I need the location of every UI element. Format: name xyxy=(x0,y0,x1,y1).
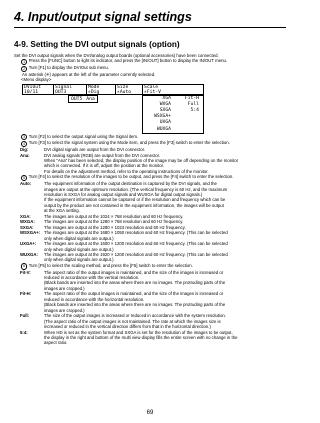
def-full: Full: The size of the output images is increased or reduced in accordance with the system resolution. (The aspect ratio of the output images is not maintained. The rate at which the images size is increased or reduced in the vertical direction differs from that in the horizontal direction.) xyxy=(20,313,226,330)
menu-list-item: WUXGA xyxy=(156,126,171,132)
menu-option-row: OUT5 Ana xyxy=(68,95,98,103)
def-dig: Dig: DVI digital signals are output from the DVI connector. xyxy=(20,147,146,153)
step-2-marker: 2 xyxy=(21,66,27,72)
header-rule xyxy=(14,27,286,29)
step-4: 4 Turn [F3] to select the signal system using the Mode item, and press the [F3] switch to enter the selection. xyxy=(14,140,286,147)
step-3: 3 Turn [F2] to select the output signal using the Signal item. xyxy=(14,134,286,141)
page-body xyxy=(14,53,286,346)
menu-list-item: SXGA 5:4 xyxy=(159,108,199,114)
def-ana: Ana: DVI analog signals (RGB) are output from the DVI connector. When "Ana" has been selected, the display position of the image may be off depending on the monitor which is connected. If it is off, adjust the position at the monitor. For details on the adjustment method, refer to the operating instructions of the monitor. xyxy=(20,152,239,174)
page-number: 69 xyxy=(146,410,154,416)
def-wuxga: WUXGA: The images are output at the 1920 × 1200 resolution and 60 Hz frequency. (This can be selected only when digital signals are output.) xyxy=(20,251,228,263)
step-2: 2 Turn [F1] to display the DVIOut sub menu. xyxy=(14,65,286,72)
step-4-marker: 4 xyxy=(21,141,27,147)
menu-display xyxy=(22,84,204,132)
def-uxga: UXGA+: The images are output at the 1600 × 1200 resolution and 60 Hz frequency. (This can be selected only when digital signals are output.) xyxy=(20,241,228,252)
def-auto: Auto: The equipment information of the output destination is captured by the DVI signals, and the images are output at the optimum resolution. (The vertical frequency is 60 Hz, and the maximum resolution is SXGA for analog output signals and WUXGA for digital output signals.) If the equipment information cannot be captured or if the resolution and frequency which can be output by the product are not contained in the equipment information, the images will be output at the XGA setting. xyxy=(20,181,228,214)
step-1-marker: 1 xyxy=(21,59,27,65)
step-6-marker: 6 xyxy=(21,263,27,269)
def-fitv: Fit-V: The aspect ratio of the output images is maintained, and the size of the images is increased or reduced in accordance with the vertical resolution. (Black bands are inserted into the areas where there are no images. The protruding parts of the images are cropped.) xyxy=(20,269,226,291)
def-sxga: SXGA: The images are output at the 1280 × 1024 resolution and 60 Hz frequency. xyxy=(20,224,186,230)
menu-list-item: WSXGA+ xyxy=(154,114,171,120)
step-5-marker: 5 xyxy=(21,175,27,181)
menu-col-signal: Signal OUT3 xyxy=(54,85,87,94)
menu-option-list xyxy=(142,95,204,134)
menu-list-item: UXGA xyxy=(159,120,171,126)
def-5-4: 5:4: When HD is set as the system format and SXGA is set for the resolution of the images to be output, the display in the right and bottom of the multi view display fills the entire screen with no change in the aspect ratio. xyxy=(20,329,238,346)
step-6: 6 Turn [F5] to select the scaling method, and press the [F5] switch to enter the selection. xyxy=(14,263,286,270)
menu-list-item: XGA Fit-H xyxy=(162,95,199,101)
menu-col-scale: Scale ✳Fit-V xyxy=(144,84,161,95)
menu-col-dviout: DVIOut 10/11 xyxy=(23,85,54,94)
menu-list-item: WXGA Full xyxy=(159,101,199,107)
section-title: 4-9. Setting the DVI output signals (option) xyxy=(14,40,180,49)
intro-text: Set the DVI output signals when the DVI/analog output boards (optional accessories) have been connected. xyxy=(14,53,219,58)
def-fith: Fit-H: The aspect ratio of the output images is maintained, and the size of the images is increased or reduced in accordance with the horizontal resolution. (Black bands are inserted into the areas where there are no images. The protruding parts of the images are cropped.) xyxy=(20,291,226,313)
step-2-note: An asterisk (✳) appears at the left of the parameter currently selected. xyxy=(22,71,156,77)
chapter-title: 4. Input/output signal settings xyxy=(14,10,192,24)
menu-col-size: Size ✳Auto xyxy=(116,85,143,94)
def-wsxga: WSXGA+: The images are output at the 1680 × 1050 resolution and 60 Hz frequency. (This can be selected only when digital signals are output.) xyxy=(20,230,228,241)
def-wxga: WXGA: The images are output at the 1280 × 768 resolution and 60 Hz frequency. xyxy=(20,219,184,225)
step-3-marker: 3 xyxy=(21,134,27,140)
menu-col-mode: Mode ✳Dig xyxy=(87,85,116,94)
menu-top-row xyxy=(22,84,204,95)
menu-display-label: <Menu display> xyxy=(21,77,52,83)
def-xga: XGA: The images are output at the 1024 × 768 resolution and 60 Hz frequency. xyxy=(20,213,184,219)
page-header xyxy=(14,8,286,28)
step-5: 5 Turn [F4] to select the resolution of the images to be output, and press the [F4] switch to enter the selection. xyxy=(14,174,286,181)
step-1: 1 Press the [FUNC] button to light its indicator, and press the [IN/OUT] button to display the IN/OUT menu. xyxy=(14,58,286,65)
